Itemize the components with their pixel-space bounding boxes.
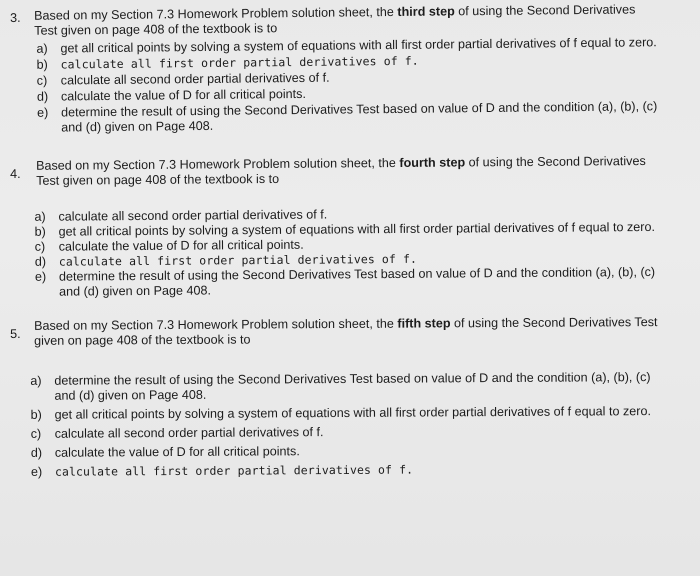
option-text: calculate all second order partial derivatives of f.: [58, 207, 328, 224]
question-stem-line2: Test given on page 408 of the textbook is to: [36, 171, 280, 188]
answer-option-b[interactable]: b) get all critical points by solving a system of equations with all first order partial derivatives of f equal to zero.: [30, 404, 652, 422]
option-text: calculate the value of D for all critical points.: [60, 86, 306, 104]
answer-option-e[interactable]: e) determine the result of using the Second Derivatives Test based on value of D and the condition (a), (b), (c) and (d) given on Page 408.: [37, 99, 681, 136]
option-text-line1: determine the result of using the Second Derivatives Test based on value of D and the condition (a), (b), (c): [54, 370, 651, 388]
answer-option-a[interactable]: a) get all critical points by solving a system of equations with all first order partial derivatives of f equal to zero.: [36, 35, 657, 56]
option-text: calculate all first order partial derivatives of f.: [54, 462, 414, 479]
option-text: calculate all first order partial derivatives of f.: [58, 251, 418, 269]
question-stem-line2: Test given on page 408 of the textbook is to: [34, 21, 278, 38]
option-text: calculate all first order partial derivatives of f.: [60, 53, 419, 72]
option-text: get all critical points by solving a system of equations with all first order partial derivatives of f equal to zero.: [58, 219, 655, 239]
option-text-line2: and (d) given on Page 408.: [54, 387, 207, 403]
question-number: 4.: [10, 166, 21, 181]
option-text: get all critical points by solving a system of equations with all first order partial derivatives of f equal to zero.: [54, 404, 652, 422]
answer-options: [34, 205, 679, 300]
answer-option-c[interactable]: c) calculate the value of D for all critical points.: [34, 237, 304, 254]
answer-option-e[interactable]: e) calculate all first order partial derivatives of f.: [30, 462, 414, 479]
question-stem: [34, 315, 674, 349]
answer-option-c[interactable]: c) calculate all second order partial derivatives of f.: [36, 70, 330, 88]
option-text: calculate all second order partial derivatives of f.: [54, 425, 324, 441]
answer-option-a[interactable]: a) calculate all second order partial derivatives of f.: [34, 207, 328, 224]
option-text: calculate the value of D for all critical points.: [58, 237, 304, 254]
answer-option-b[interactable]: b) get all critical points by solving a system of equations with all first order partial derivatives of f equal to zero.: [34, 219, 655, 239]
option-text-line1: determine the result of using the Second Derivatives Test based on value of D and the condition (a), (b), (c): [61, 99, 658, 120]
question-stem-line1: Based on my Section 7.3 Homework Problem solution sheet, the fourth step of using the Second Derivatives: [35, 154, 646, 173]
answer-option-b[interactable]: b) calculate all first order partial derivatives of f.: [36, 53, 419, 72]
answer-option-e[interactable]: e) determine the result of using the Second Derivatives Test based on value of D and the condition (a), (b), (c) and (d) given on Page 408.: [35, 265, 679, 300]
option-text: calculate all second order partial derivatives of f.: [60, 70, 330, 88]
step-emphasis: third step: [397, 4, 455, 19]
question-stem: [36, 154, 676, 189]
option-text-line2: and (d) given on Page 408.: [61, 118, 214, 135]
answer-option-d[interactable]: d) calculate all first order partial derivatives of f.: [34, 251, 418, 269]
option-text-line2: and (d) given on Page 408.: [58, 283, 212, 299]
question-stem-line2: given on page 408 of the textbook is to: [34, 332, 251, 348]
option-text: get all critical points by solving a system of equations with all first order partial derivatives of f equal to zero.: [60, 35, 657, 56]
question-number: 5.: [10, 326, 21, 341]
option-text: calculate the value of D for all critical points.: [54, 444, 300, 460]
step-emphasis: fourth step: [399, 155, 466, 170]
question-number: 3.: [10, 10, 21, 25]
answer-option-c[interactable]: c) calculate all second order partial derivatives of f.: [30, 425, 324, 441]
option-text-line1: determine the result of using the Second Derivatives Test based on value of D and the condition (a), (b), (c): [58, 264, 656, 284]
answer-option-a[interactable]: a) determine the result of using the Second Derivatives Test based on value of D and the condition (a), (b), (c) and (d) given on Page 408.: [30, 370, 674, 404]
answer-option-d[interactable]: d) calculate the value of D for all critical points.: [30, 444, 300, 460]
question-stem-line1: Based on my Section 7.3 Homework Problem solution sheet, the third step of using the Second Derivatives: [33, 2, 636, 23]
answer-options: [30, 370, 675, 480]
answer-option-d[interactable]: d) calculate the value of D for all critical points.: [36, 86, 306, 104]
question-stem: [34, 2, 674, 39]
step-emphasis: fifth step: [397, 316, 451, 331]
answer-options: [36, 35, 681, 136]
question-stem-line1: Based on my Section 7.3 Homework Problem solution sheet, the fifth step of using the Second Derivatives Test: [33, 315, 658, 333]
